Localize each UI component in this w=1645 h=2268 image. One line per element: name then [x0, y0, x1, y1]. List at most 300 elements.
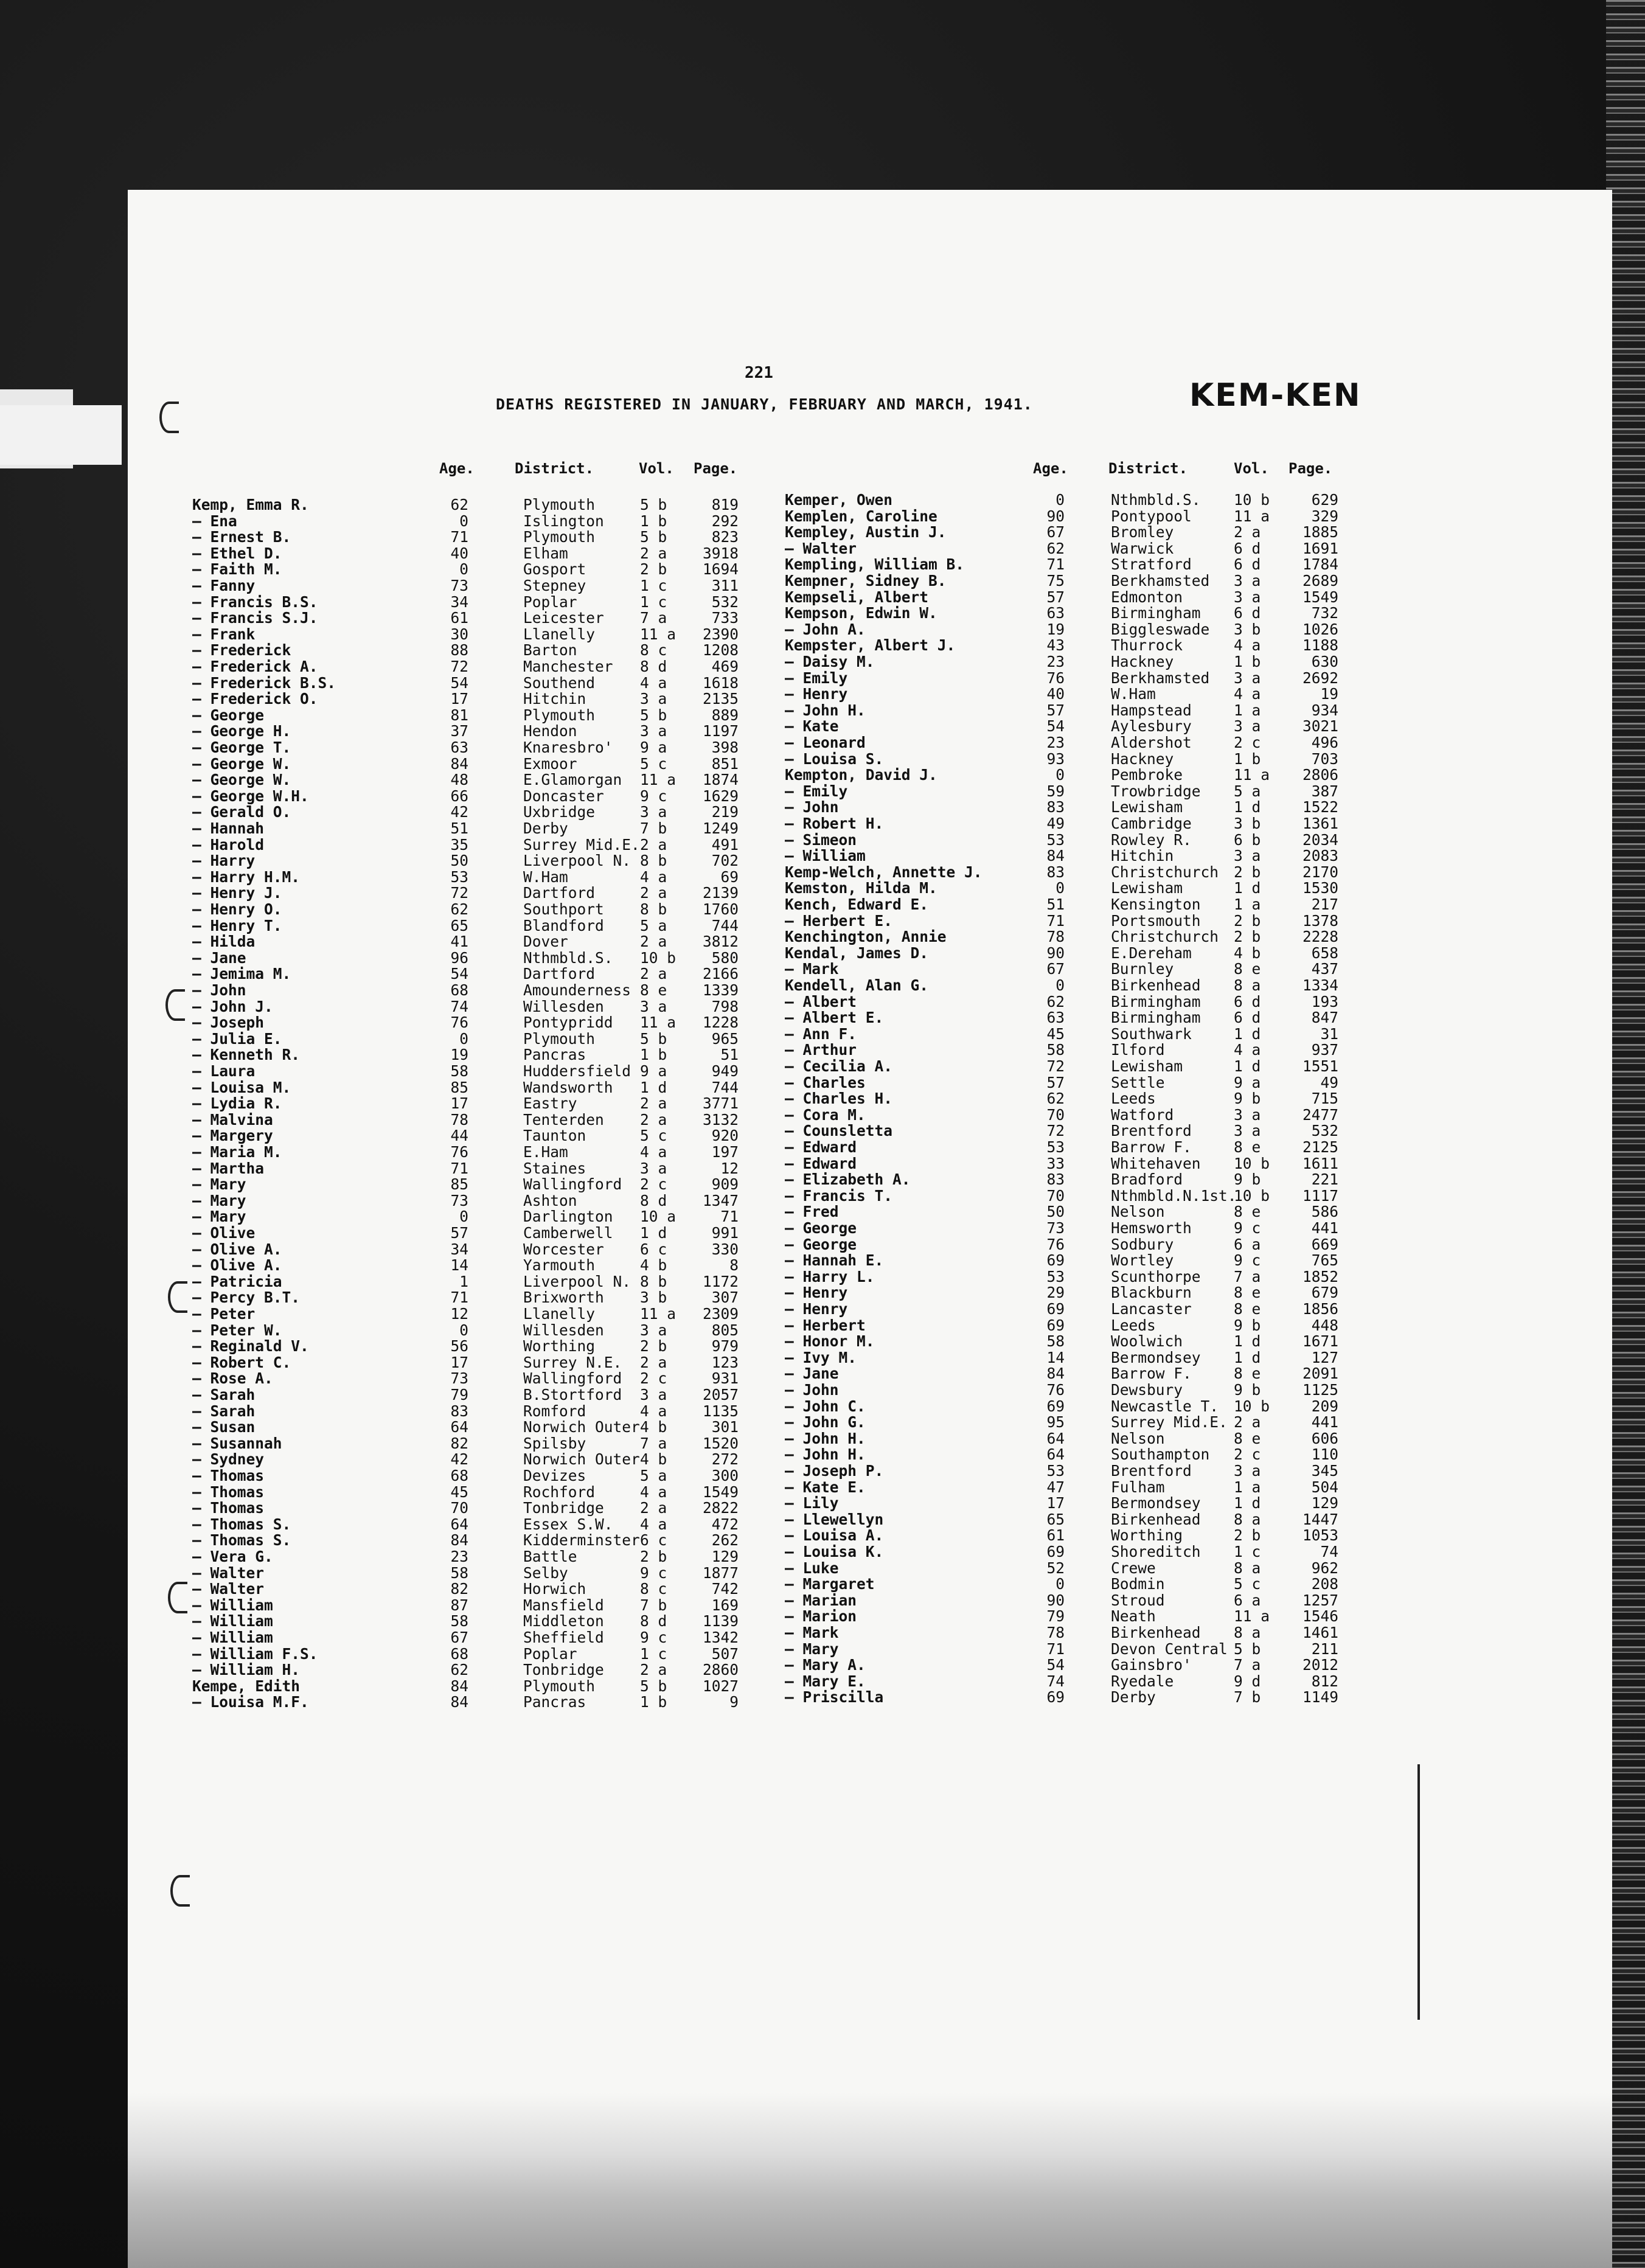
entry-vol: 8 e: [1234, 1429, 1261, 1447]
register-entry: [0, 1285, 1645, 1301]
entry-district: Barrow F.: [1111, 1138, 1192, 1156]
entry-page: 3812: [702, 933, 739, 951]
entry-age: 67: [1046, 523, 1065, 541]
entry-name: — Harry H.M.: [192, 868, 301, 886]
entry-age: 71: [450, 1159, 468, 1177]
entry-district: Southend: [523, 673, 596, 692]
entry-page: 889: [711, 706, 739, 724]
entry-name: — Louisa A.: [785, 1526, 884, 1545]
register-entry: [0, 1593, 1645, 1609]
entry-age: 58: [450, 1612, 468, 1630]
page-title: DEATHS REGISTERED IN JANUARY, FEBRUARY AND MARCH, 1941.: [496, 395, 1033, 413]
entry-vol: 8 a: [1234, 1559, 1261, 1577]
entry-page: 209: [1311, 1397, 1338, 1415]
entry-district: Hackney: [1111, 750, 1174, 768]
entry-district: Newcastle T.: [1111, 1397, 1219, 1415]
entry-page: 1760: [702, 900, 739, 918]
entry-age: 19: [1046, 620, 1065, 638]
entry-vol: 8 a: [1234, 1624, 1261, 1641]
entry-name: — George: [192, 706, 265, 724]
register-entry: [0, 1221, 1645, 1237]
entry-age: 57: [450, 1224, 468, 1242]
entry-vol: 3 a: [640, 803, 667, 821]
entry-vol: 2 a: [640, 1353, 667, 1371]
entry-age: 84: [450, 1677, 468, 1695]
entry-age: 63: [450, 739, 468, 756]
entry-name: Kempton, David J.: [785, 766, 937, 784]
entry-name: — Herbert E.: [785, 911, 893, 930]
entry-name: — Joseph P.: [785, 1462, 884, 1480]
entry-name: — Mark: [785, 960, 839, 978]
entry-page: 2689: [1302, 572, 1338, 590]
register-entry: [0, 687, 1645, 703]
register-entry: [0, 1399, 1645, 1415]
entry-district: W.Ham: [523, 868, 568, 886]
register-entry: [0, 1154, 1645, 1172]
entry-page: 1125: [1302, 1381, 1338, 1399]
entry-age: 61: [450, 609, 468, 627]
entry-district: Mansfield: [523, 1596, 604, 1614]
entry-age: 64: [450, 1515, 468, 1533]
entry-vol: 7 b: [1234, 1688, 1261, 1706]
entry-name: — Olive A.: [192, 1256, 282, 1275]
entry-name: Kempley, Austin J.: [785, 523, 947, 541]
entry-vol: 1 c: [640, 1644, 667, 1663]
entry-name: — John G.: [785, 1413, 866, 1431]
entry-vol: 4 a: [640, 1515, 667, 1533]
entry-vol: 8 e: [1234, 1365, 1261, 1383]
entry-vol: 9 b: [1234, 1381, 1261, 1399]
entry-name: — George W.: [192, 771, 291, 789]
entry-vol: 2 a: [640, 933, 667, 951]
register-entry: [0, 978, 1645, 994]
entry-name: — Edward: [785, 1154, 857, 1172]
entry-page: 1117: [1302, 1186, 1338, 1205]
entry-age: 64: [450, 1418, 468, 1436]
entry-name: — Thomas S.: [192, 1515, 291, 1533]
entry-page: 472: [711, 1515, 739, 1533]
entry-district: Hampstead: [1111, 701, 1192, 719]
entry-age: 54: [1046, 717, 1065, 736]
entry-page: 1257: [1302, 1591, 1338, 1609]
entry-vol: 3 a: [1234, 1105, 1261, 1124]
entry-vol: 2 c: [1234, 734, 1261, 751]
register-entry: [0, 1105, 1645, 1124]
entry-vol: 8 e: [1234, 960, 1261, 978]
entry-name: — Mary E.: [785, 1672, 866, 1690]
entry-vol: 6 a: [1234, 1235, 1261, 1253]
entry-page: 3918: [702, 544, 739, 562]
entry-district: Barton: [523, 641, 577, 659]
entry-age: 78: [1046, 1624, 1065, 1641]
entry-district: Norwich Outer: [523, 1418, 640, 1436]
entry-name: — Daisy M.: [785, 653, 875, 670]
entry-age: 40: [450, 544, 468, 562]
entry-page: 2125: [1302, 1138, 1338, 1156]
entry-name: — Jane: [785, 1365, 839, 1383]
entry-district: Pontypool: [1111, 507, 1192, 525]
entry-page: 307: [711, 1289, 739, 1307]
entry-age: 69: [1046, 1300, 1065, 1318]
entry-page: 1618: [702, 673, 739, 692]
entry-district: Bromley: [1111, 523, 1174, 541]
entry-page: 1208: [702, 641, 739, 659]
entry-page: 469: [711, 658, 739, 675]
entry-district: Wortley: [1111, 1251, 1174, 1270]
entry-name: Kempner, Sidney B.: [785, 572, 947, 590]
register-entry: [0, 1073, 1645, 1091]
entry-name: — Charles: [785, 1073, 866, 1091]
entry-district: Wandsworth: [523, 1078, 613, 1096]
entry-district: Surrey Mid.E.: [523, 835, 640, 854]
entry-name: — Patricia: [192, 1272, 282, 1290]
entry-district: Berkhamsted: [1111, 572, 1210, 590]
entry-page: 272: [711, 1450, 739, 1469]
entry-district: Nelson: [1111, 1203, 1165, 1221]
entry-vol: 1 b: [640, 1693, 667, 1711]
film-tab-light: [0, 405, 122, 465]
entry-vol: 1 b: [640, 512, 667, 530]
entry-vol: 1 c: [1234, 1543, 1261, 1560]
entry-name: — Frederick O.: [192, 690, 318, 708]
entry-page: 448: [1311, 1316, 1338, 1334]
entry-vol: 5 a: [640, 1467, 667, 1484]
entry-page: 1378: [1302, 911, 1338, 930]
entry-vol: 7 b: [640, 1596, 667, 1614]
entry-page: 219: [711, 803, 739, 821]
entry-district: Exmoor: [523, 754, 577, 773]
register-entry: [0, 493, 1645, 509]
register-entry: [0, 1512, 1645, 1528]
entry-vol: 2 b: [1234, 911, 1261, 930]
entry-name: — Margery: [192, 1127, 273, 1145]
entry-name: Kempster, Albert J.: [785, 636, 956, 655]
entry-name: — John H.: [785, 701, 866, 719]
punch-hole-mark: [170, 1875, 190, 1907]
entry-vol: 8 b: [640, 900, 667, 918]
entry-vol: 3 a: [640, 690, 667, 708]
entry-page: 491: [711, 835, 739, 854]
entry-vol: 1 d: [640, 1224, 667, 1242]
entry-vol: 8 a: [1234, 976, 1261, 994]
entry-age: 84: [450, 1531, 468, 1550]
header-district-left: District.: [515, 460, 594, 477]
entry-district: Trowbridge: [1111, 782, 1201, 800]
register-entry: [0, 1366, 1645, 1382]
entry-age: 54: [1046, 1656, 1065, 1674]
entry-name: — Thomas: [192, 1499, 265, 1517]
entry-name: — John J.: [192, 997, 273, 1015]
entry-vol: 2 a: [1234, 523, 1261, 541]
entry-district: Spilsby: [523, 1434, 586, 1452]
entry-name: — Gerald O.: [192, 803, 291, 821]
entry-name: — Marion: [785, 1607, 857, 1626]
entry-vol: 1 d: [1234, 1494, 1261, 1512]
entry-name: — George: [785, 1219, 857, 1237]
entry-district: Warwick: [1111, 539, 1174, 557]
entry-age: 83: [450, 1402, 468, 1420]
entry-district: Nthmbld.S.: [523, 948, 613, 967]
entry-district: Pembroke: [1111, 766, 1183, 784]
entry-name: — Marian: [785, 1591, 857, 1609]
entry-age: 50: [450, 852, 468, 870]
entry-vol: 5 a: [640, 916, 667, 934]
entry-age: 52: [1046, 1559, 1065, 1577]
entry-page: 1197: [702, 722, 739, 740]
entry-name: — William: [192, 1629, 273, 1646]
entry-district: Tonbridge: [523, 1661, 604, 1679]
entry-age: 34: [450, 593, 468, 611]
register-entry: [0, 752, 1645, 768]
register-entry: [0, 1658, 1645, 1674]
entry-district: Dartford: [523, 965, 596, 983]
entry-district: Wallingford: [523, 1175, 622, 1194]
entry-page: 1885: [1302, 523, 1338, 541]
register-entry: [0, 1480, 1645, 1496]
entry-district: Tonbridge: [523, 1499, 604, 1517]
entry-page: 49: [1320, 1073, 1338, 1091]
entry-age: 68: [450, 1467, 468, 1484]
entry-district: Surrey Mid.E.: [1111, 1413, 1228, 1431]
register-entry: [0, 1253, 1645, 1269]
entry-page: 311: [711, 577, 739, 594]
entry-vol: 6 c: [640, 1240, 667, 1258]
entry-district: Sheffield: [523, 1629, 604, 1646]
entry-page: 437: [1311, 960, 1338, 978]
entry-page: 1671: [1302, 1332, 1338, 1351]
entry-vol: 4 a: [640, 868, 667, 886]
entry-name: — Peter: [192, 1305, 256, 1323]
entry-age: 23: [1046, 734, 1065, 751]
entry-vol: 8 c: [640, 641, 667, 659]
register-entry: [0, 1205, 1645, 1220]
entry-page: 1549: [1302, 588, 1338, 606]
entry-age: 53: [1046, 1138, 1065, 1156]
entry-district: Wallingford: [523, 1369, 622, 1388]
entry-name: Kemston, Hilda M.: [785, 879, 937, 897]
entry-vol: 1 d: [1234, 1024, 1261, 1043]
entry-age: 67: [450, 1629, 468, 1646]
entry-vol: 7 a: [1234, 1267, 1261, 1285]
entry-vol: 8 d: [640, 658, 667, 675]
entry-name: — Martha: [192, 1159, 265, 1177]
entry-name: — Lily: [785, 1494, 839, 1512]
entry-name: — Emily: [785, 782, 848, 800]
entry-district: Scunthorpe: [1111, 1267, 1201, 1285]
entry-vol: 5 c: [640, 1127, 667, 1145]
entry-age: 85: [450, 1175, 468, 1194]
entry-district: Huddersfield: [523, 1062, 631, 1080]
register-entry: [0, 590, 1645, 606]
entry-district: Barrow F.: [1111, 1365, 1192, 1383]
entry-district: Taunton: [523, 1127, 586, 1145]
entry-age: 59: [1046, 782, 1065, 800]
entry-district: Biggleswade: [1111, 620, 1210, 638]
right-margin-rule: [1417, 1764, 1420, 2020]
entry-vol: 8 b: [640, 852, 667, 870]
entry-district: Watford: [1111, 1105, 1174, 1124]
entry-district: Eastry: [523, 1094, 577, 1113]
entry-page: 1139: [702, 1612, 739, 1630]
entry-vol: 8 b: [640, 1272, 667, 1290]
entry-age: 72: [1046, 1057, 1065, 1075]
entry-vol: 8 c: [640, 1580, 667, 1598]
entry-district: Hendon: [523, 722, 577, 740]
entry-name: — Llewellyn: [785, 1510, 884, 1528]
entry-vol: 1 d: [1234, 1057, 1261, 1075]
entry-district: Llanelly: [523, 1305, 596, 1323]
entry-name: — Robert C.: [192, 1353, 291, 1371]
entry-age: 65: [450, 916, 468, 934]
entry-age: 14: [450, 1256, 468, 1275]
entry-age: 47: [1046, 1478, 1065, 1496]
entry-district: Amounderness: [523, 981, 631, 999]
entry-page: 208: [1311, 1575, 1338, 1593]
register-entry: [0, 541, 1645, 557]
entry-district: Lancaster: [1111, 1300, 1192, 1318]
entry-page: 1339: [702, 981, 739, 999]
entry-age: 35: [450, 835, 468, 854]
entry-page: 51: [720, 1046, 739, 1064]
entry-age: 62: [450, 1661, 468, 1679]
entry-age: 43: [1046, 636, 1065, 655]
entry-name: — John: [192, 981, 246, 999]
entry-age: 12: [450, 1305, 468, 1323]
entry-district: Leicester: [523, 609, 604, 627]
entry-vol: 1 c: [640, 577, 667, 594]
entry-age: 50: [1046, 1203, 1065, 1221]
register-entry: [0, 1348, 1645, 1366]
entry-vol: 2 a: [640, 965, 667, 983]
entry-name: — Francis B.S.: [192, 593, 318, 611]
entry-page: 398: [711, 739, 739, 756]
header-age-right: Age.: [1033, 460, 1068, 477]
entry-name: — Thomas: [192, 1483, 265, 1501]
entry-name: — Henry O.: [192, 900, 282, 918]
entry-name: — Frederick A.: [192, 658, 318, 675]
entry-age: 73: [1046, 1219, 1065, 1237]
entry-age: 82: [450, 1580, 468, 1598]
entry-age: 30: [450, 625, 468, 643]
entry-page: 262: [711, 1531, 739, 1550]
entry-district: Devon Central: [1111, 1640, 1228, 1658]
entry-vol: 7 a: [1234, 1656, 1261, 1674]
entry-age: 90: [1046, 944, 1065, 962]
entry-name: — Hannah E.: [785, 1251, 884, 1270]
punch-hole-mark: [159, 402, 179, 433]
entry-district: Derby: [1111, 1688, 1156, 1706]
entry-name: — Walter: [192, 1564, 265, 1582]
entry-page: 2822: [702, 1499, 739, 1517]
entry-name: Kempseli, Albert: [785, 588, 929, 606]
entry-district: Southport: [523, 900, 604, 918]
register-entry: [0, 1172, 1645, 1188]
entry-vol: 8 e: [1234, 1138, 1261, 1156]
entry-page: 715: [1311, 1090, 1338, 1108]
entry-age: 41: [450, 933, 468, 951]
entry-age: 73: [450, 577, 468, 594]
entry-vol: 8 a: [1234, 1510, 1261, 1528]
entry-vol: 3 b: [1234, 815, 1261, 832]
entry-age: 17: [450, 690, 468, 708]
entry-page: 2012: [1302, 1656, 1338, 1674]
entry-page: 733: [711, 609, 739, 627]
entry-district: Worthing: [1111, 1526, 1183, 1545]
entry-page: 1530: [1302, 879, 1338, 897]
entry-district: Plymouth: [523, 496, 596, 513]
entry-vol: 1 d: [1234, 879, 1261, 897]
entry-name: — Robert H.: [785, 815, 884, 832]
entry-age: 17: [450, 1353, 468, 1371]
entry-page: 630: [1311, 653, 1338, 670]
entry-name: — Harold: [192, 835, 265, 854]
entry-name: Kemp-Welch, Annette J.: [785, 863, 982, 881]
entry-page: 300: [711, 1467, 739, 1484]
entry-name: — Susannah: [192, 1434, 282, 1452]
entry-vol: 11 a: [1234, 766, 1270, 784]
entry-age: 76: [1046, 1235, 1065, 1253]
entry-vol: 5 b: [640, 528, 667, 546]
entry-name: — Ivy M.: [785, 1348, 857, 1366]
entry-age: 0: [1056, 879, 1065, 897]
entry-name: — John A.: [785, 620, 866, 638]
register-entry: [0, 1124, 1645, 1139]
entry-district: Dover: [523, 933, 568, 951]
entry-district: Stepney: [523, 577, 586, 594]
entry-district: Bermondsey: [1111, 1494, 1201, 1512]
entry-name: — Hilda: [192, 933, 256, 951]
entry-district: Rochford: [523, 1483, 596, 1501]
register-entry: [0, 1140, 1645, 1156]
entry-name: — John H.: [785, 1429, 866, 1447]
entry-vol: 5 b: [1234, 1640, 1261, 1658]
entry-district: Worcester: [523, 1240, 604, 1258]
entry-name: — Cecilia A.: [785, 1057, 893, 1075]
entry-age: 58: [450, 1564, 468, 1582]
entry-vol: 5 b: [640, 706, 667, 724]
entry-name: Kench, Edward E.: [785, 896, 929, 913]
entry-district: Neath: [1111, 1607, 1156, 1626]
entry-district: Berkhamsted: [1111, 669, 1210, 687]
entry-district: Kidderminster: [523, 1531, 640, 1550]
entry-age: 0: [459, 1321, 468, 1339]
entry-age: 0: [459, 1208, 468, 1226]
entry-page: 301: [711, 1418, 739, 1436]
entry-vol: 8 e: [1234, 1203, 1261, 1221]
register-entry: [0, 1496, 1645, 1512]
register-entry: [0, 1674, 1645, 1690]
register-entry: [0, 784, 1645, 800]
entry-name: — Kenneth R.: [192, 1046, 301, 1064]
register-entry: [0, 1528, 1645, 1544]
entry-district: Gosport: [523, 560, 586, 579]
entry-age: 37: [450, 722, 468, 740]
entry-page: 798: [711, 997, 739, 1015]
entry-age: 0: [459, 512, 468, 530]
entry-district: Doncaster: [523, 787, 604, 805]
entry-page: 69: [720, 868, 739, 886]
entry-district: Dartford: [523, 884, 596, 902]
entry-age: 70: [1046, 1105, 1065, 1124]
entry-name: — Elizabeth A.: [785, 1171, 911, 1189]
entry-page: 2860: [702, 1661, 739, 1679]
entry-vol: 3 a: [640, 1321, 667, 1339]
entry-name: — John C.: [785, 1397, 866, 1415]
entry-vol: 6 b: [1234, 830, 1261, 849]
entry-district: Rowley R.: [1111, 830, 1192, 849]
entry-district: Burnley: [1111, 960, 1174, 978]
entry-vol: 11 a: [640, 771, 676, 789]
